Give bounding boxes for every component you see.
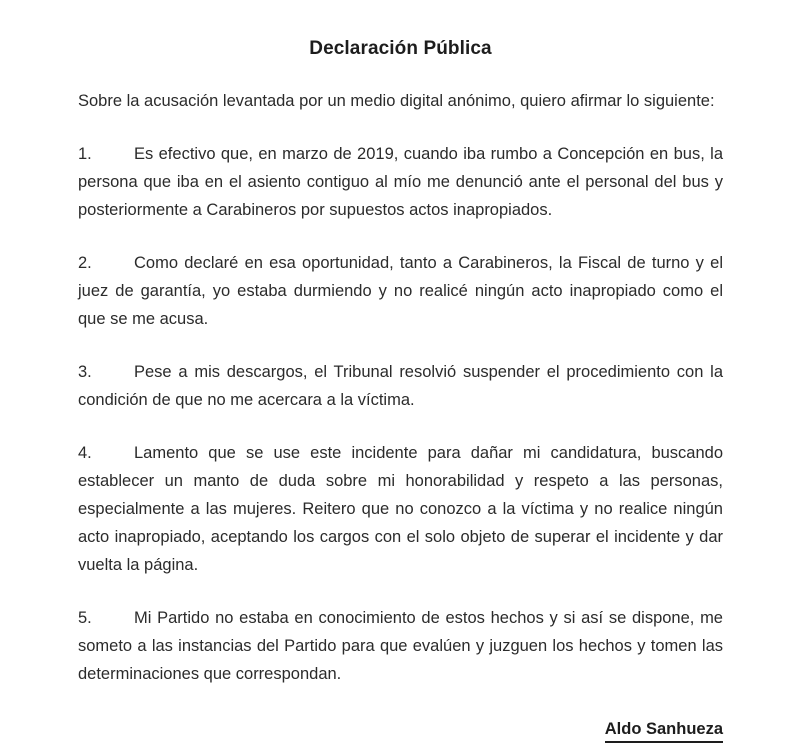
item-number: 4. <box>78 443 92 462</box>
item-text: Pese a mis descargos, el Tribunal resolvió suspender el procedimiento con la condición de que no me acercara a la víctima. <box>78 362 723 409</box>
item-number: 3. <box>78 362 92 381</box>
numbered-item <box>78 140 723 224</box>
document-body <box>78 38 723 743</box>
item-text: Es efectivo que, en marzo de 2019, cuando iba rumbo a Concepción en bus, la persona que iba en el asiento contiguo al mío me denunció ante el personal del bus y posteriormente a Carabineros por supuestos actos inapropiados. <box>78 144 723 219</box>
item-number: 5. <box>78 608 92 627</box>
page-title: Declaración Pública <box>309 38 492 59</box>
item-text: Mi Partido no estaba en conocimiento de estos hechos y si así se dispone, me someto a las instancias del Partido para que evalúen y juzguen los hechos y tomen las determinaciones que correspondan. <box>78 608 723 683</box>
signature-row <box>78 718 723 743</box>
item-number: 2. <box>78 253 92 272</box>
item-number: 1. <box>78 144 92 163</box>
numbered-item <box>78 604 723 688</box>
item-text: Como declaré en esa oportunidad, tanto a Carabineros, la Fiscal de turno y el juez de garantía, yo estaba durmiendo y no realicé ningún acto inapropiado como el que se me acusa. <box>78 253 723 328</box>
numbered-item <box>78 249 723 333</box>
intro-paragraph: Sobre la acusación levantada por un medio digital anónimo, quiero afirmar lo siguiente: <box>78 91 715 110</box>
item-text: Lamento que se use este incidente para dañar mi candidatura, buscando establecer un manto de duda sobre mi honorabilidad y respeto a las personas, especialmente a las mujeres. Reitero que no conozco a la víctima y no realice ningún acto inapropiado, aceptando los cargos con el solo objeto de superar el incidente y dar vuelta la página. <box>78 443 723 574</box>
signature-name: Aldo Sanhueza <box>605 718 723 743</box>
numbered-item <box>78 439 723 579</box>
numbered-item <box>78 358 723 414</box>
